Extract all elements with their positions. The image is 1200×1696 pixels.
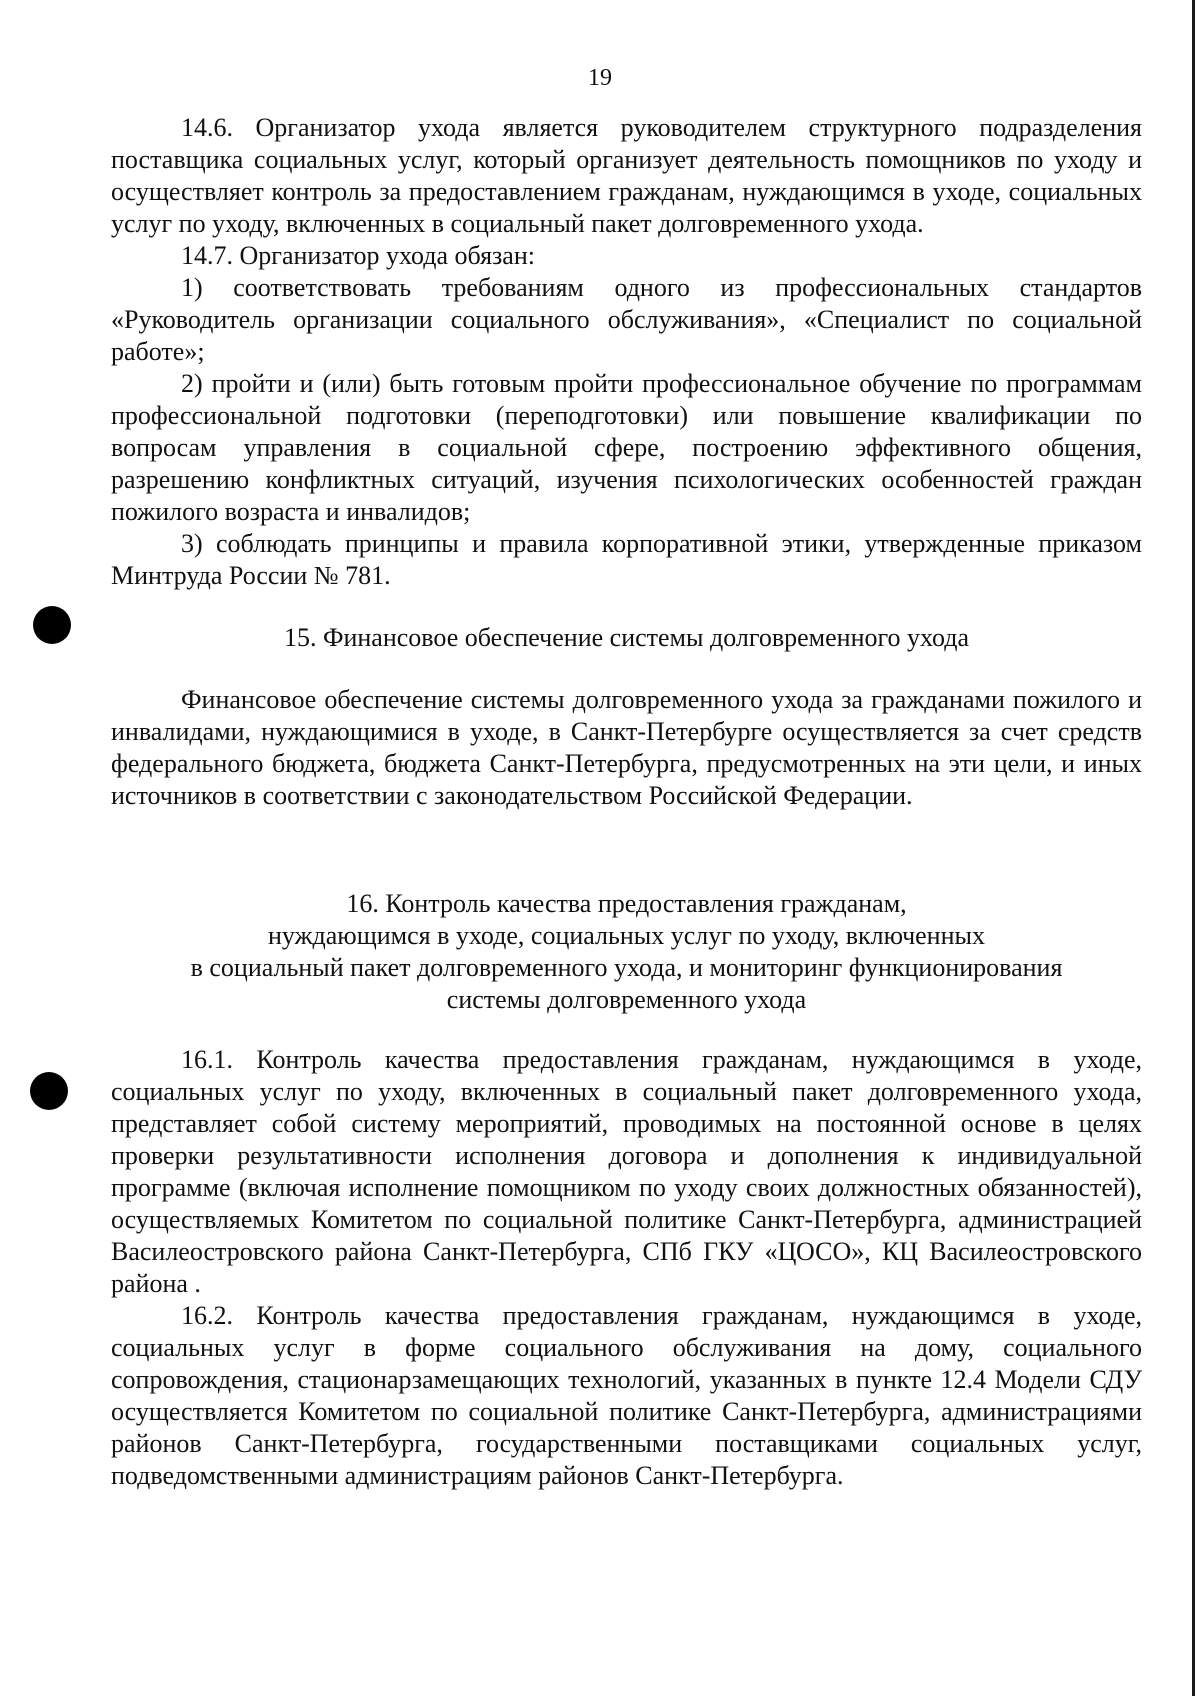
section-16-heading-line: системы долговременного ухода [446,985,807,1014]
page-edge-line [1192,0,1195,1696]
paragraph-16-1: 16.1. Контроль качества предоставления гражданам, нуждающимся в уходе, социальных услуг по уходу, включенных в социальный пакет долговременного ухода, представляет собой систему мероприятий, проводимых на постоянной основе в целях проверки результативности исполнения договора и дополнения к индивидуальной программе (включая исполнение помощником по уходу своих должностных обязанностей), осуществляемых Комитетом по социальной политике Санкт-Петербурга, администрацией Василеостровского района Санкт-Петербурга, СПб ГКУ «ЦОСО», КЦ Василеостровского района . [111,1045,1142,1298]
list-item-14-7-2: 2) пройти и (или) быть готовым пройти профессиональное обучение по программам профессиональной подготовки (переподготовки) или повышение квалификации по вопросам управления в социальной сфере, построению эффективного общения, разрешению конфликтных ситуаций, изучения психологических особенностей граждан пожилого возраста и инвалидов; [111,369,1142,526]
section-16-heading [111,888,1142,1016]
section-15-paragraph: Финансовое обеспечение системы долговременного ухода за гражданами пожилого и инвалидами, нуждающимися в уходе, в Санкт-Петербурге осуществляется за счет средств федерального бюджета, бюджета Санкт-Петербурга, предусмотренных на эти цели, и иных источников в соответствии с законодательством Российской Федерации. [111,685,1142,810]
list-item-14-7-3: 3) соблюдать принципы и правила корпоративной этики, утвержденные приказом Минтруда России № 781. [111,529,1142,590]
paragraph-14-6: 14.6. Организатор ухода является руководителем структурного подразделения поставщика социальных услуг, который организует деятельность помощников по уходу и осуществляет контроль за предоставлением гражданам, нуждающимся в уходе, социальных услуг по уходу, включенных в социальный пакет долговременного ухода. [111,113,1142,238]
section-16-heading-line: 16. Контроль качества предоставления гражданам, [346,889,907,918]
punch-hole-bottom [30,1072,68,1110]
document-body [111,112,1142,1492]
paragraph-14-7: 14.7. Организатор ухода обязан: [181,241,535,270]
punch-hole-top [33,606,71,644]
paragraph-16-2: 16.2. Контроль качества предоставления гражданам, нуждающимся в уходе, социальных услуг в форме социального обслуживания на дому, социального сопровождения, стационарзамещающих технологий, указанных в пункте 12.4 Модели СДУ осуществляется Комитетом по социальной политике Санкт-Петербурга, администрациями районов Санкт-Петербурга, государственными поставщиками социальных услуг, подведомственными администрациям районов Санкт-Петербурга. [111,1301,1142,1490]
section-15-heading: 15. Финансовое обеспечение системы долговременного ухода [283,623,970,652]
section-16-heading-line: нуждающимся в уходе, социальных услуг по уходу, включенных [268,921,985,950]
list-item-14-7-1: 1) соответствовать требованиям одного из профессиональных стандартов «Руководитель организации социального обслуживания», «Специалист по социальной работе»; [111,273,1142,366]
section-16-heading-line: в социальный пакет долговременного ухода, и мониторинг функционирования [190,953,1063,982]
page-number: 19 [588,65,612,91]
